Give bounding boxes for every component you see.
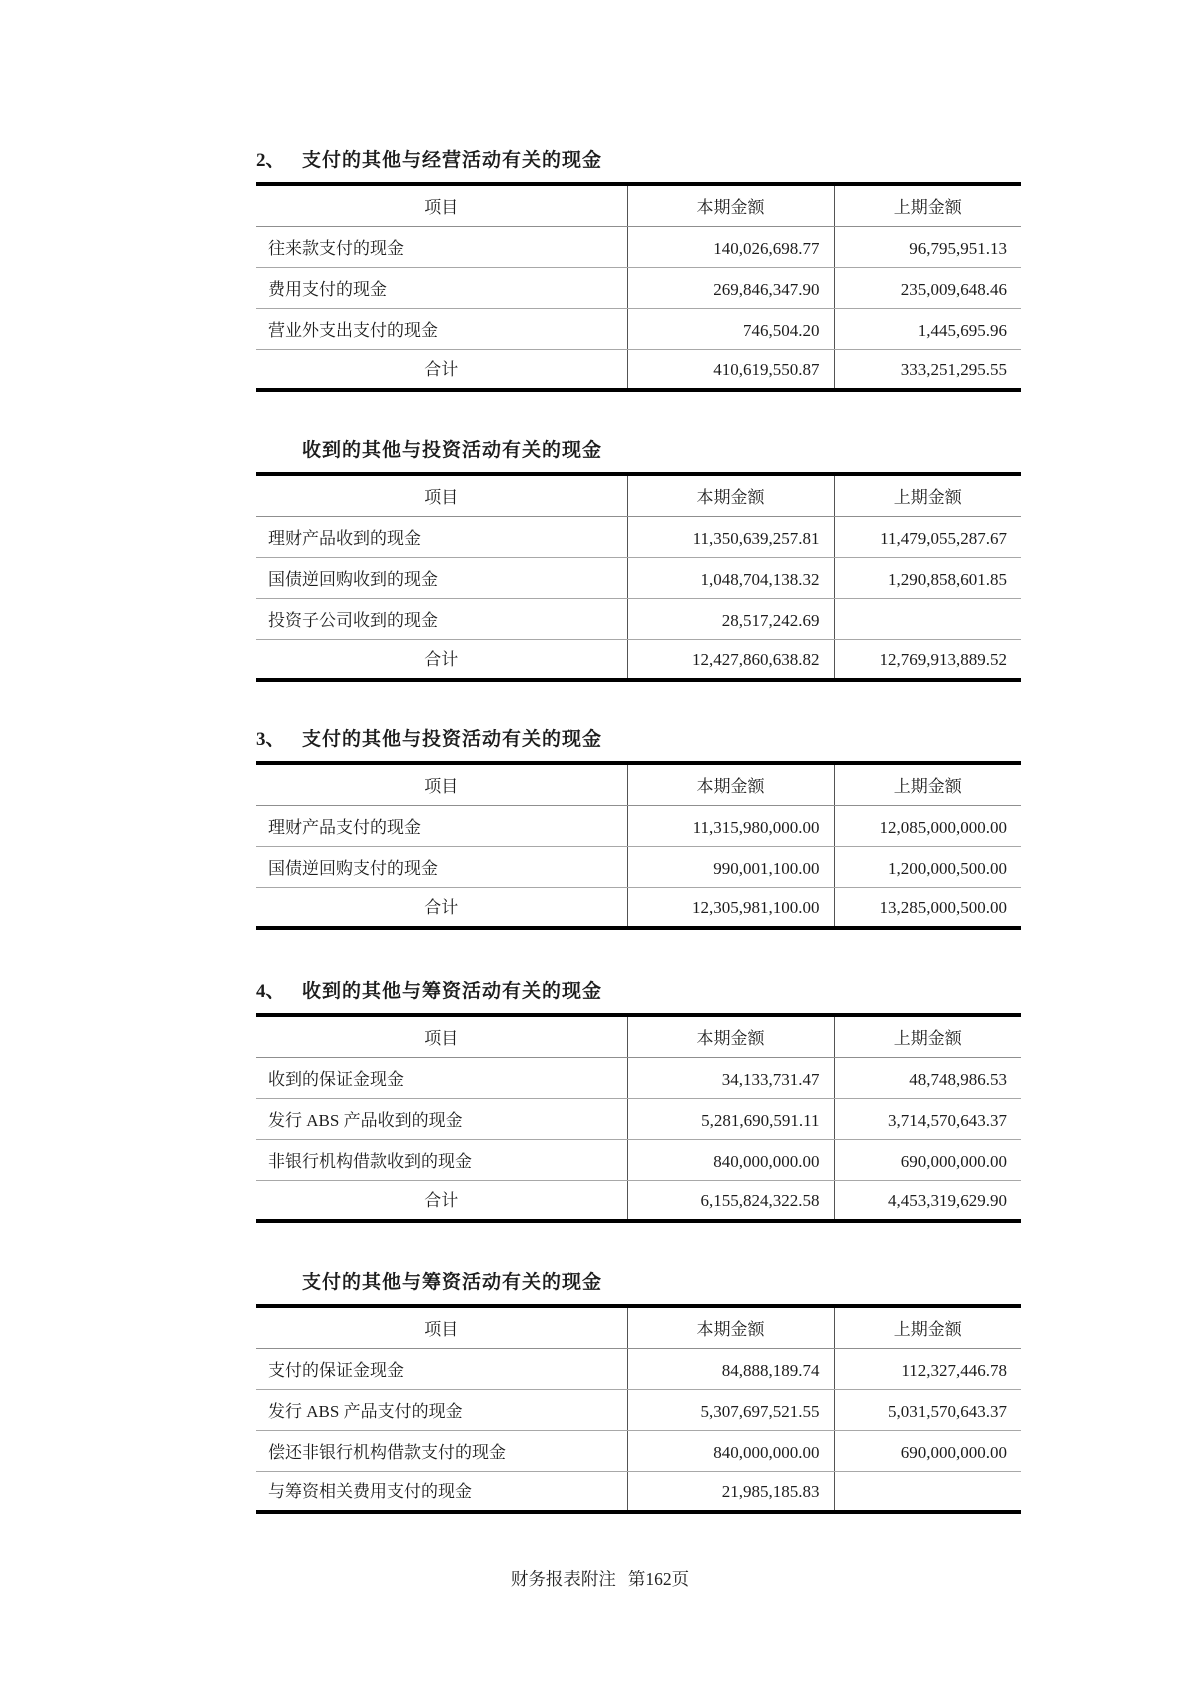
column-header: 项目: [256, 474, 627, 516]
prior-amount-cell: 690,000,000.00: [834, 1139, 1021, 1180]
section-number: 4、: [256, 981, 285, 1002]
table-header-row: [256, 763, 1021, 805]
column-header: 上期金额: [834, 763, 1021, 805]
item-cell: 费用支付的现金: [256, 267, 627, 308]
table-row: [256, 1471, 1021, 1512]
column-header: 项目: [256, 763, 627, 805]
table-header-row: [256, 1306, 1021, 1348]
table-row: [256, 516, 1021, 557]
item-cell: 往来款支付的现金: [256, 226, 627, 267]
current-amount-cell: 840,000,000.00: [627, 1430, 834, 1471]
section-title-text: 收到的其他与筹资活动有关的现金: [302, 981, 603, 1002]
section-3: [256, 725, 1021, 930]
prior-amount-cell: [834, 1471, 1021, 1512]
section-number: 2、: [256, 150, 285, 171]
prior-amount-cell: 11,479,055,287.67: [834, 516, 1021, 557]
item-cell: 合计: [424, 650, 459, 669]
item-cell: 合计: [424, 1191, 459, 1210]
column-header: 本期金额: [627, 1306, 834, 1348]
table-row: [256, 1098, 1021, 1139]
prior-amount-cell: 13,285,000,500.00: [834, 887, 1021, 928]
current-amount-cell: 5,307,697,521.55: [627, 1389, 834, 1430]
footer-page-number: 第162页: [627, 1569, 690, 1589]
table-header-row: [256, 1015, 1021, 1057]
total-row: [256, 887, 1021, 928]
table-row: [256, 846, 1021, 887]
section-title-text: 支付的其他与经营活动有关的现金: [302, 150, 603, 171]
table-row: [256, 1430, 1021, 1471]
total-row: [256, 349, 1021, 390]
data-table: [256, 761, 1021, 930]
current-amount-cell: 1,048,704,138.32: [627, 557, 834, 598]
section-title-text: 支付的其他与筹资活动有关的现金: [302, 1272, 603, 1293]
current-amount-cell: 12,427,860,638.82: [627, 639, 834, 680]
prior-amount-cell: 235,009,648.46: [834, 267, 1021, 308]
item-cell: 国债逆回购支付的现金: [256, 846, 627, 887]
item-cell: 发行 ABS 产品收到的现金: [256, 1098, 627, 1139]
current-amount-cell: 6,155,824,322.58: [627, 1180, 834, 1221]
section-title: [256, 436, 1021, 462]
table-row: [256, 1348, 1021, 1389]
table-header-row: [256, 184, 1021, 226]
prior-amount-cell: 4,453,319,629.90: [834, 1180, 1021, 1221]
prior-amount-cell: 12,769,913,889.52: [834, 639, 1021, 680]
table-row: [256, 805, 1021, 846]
item-cell: 非银行机构借款收到的现金: [256, 1139, 627, 1180]
column-header: 上期金额: [834, 1015, 1021, 1057]
table-row: [256, 1389, 1021, 1430]
column-header: 本期金额: [627, 184, 834, 226]
column-header: 项目: [256, 1015, 627, 1057]
item-cell: 支付的保证金现金: [256, 1348, 627, 1389]
table-row: [256, 598, 1021, 639]
column-header: 项目: [256, 184, 627, 226]
prior-amount-cell: 48,748,986.53: [834, 1057, 1021, 1098]
document-content: [256, 0, 1021, 1514]
section-5: [256, 1268, 1021, 1514]
current-amount-cell: 410,619,550.87: [627, 349, 834, 390]
data-table: [256, 472, 1021, 682]
current-amount-cell: 11,315,980,000.00: [627, 805, 834, 846]
prior-amount-cell: 333,251,295.55: [834, 349, 1021, 390]
item-cell: 理财产品支付的现金: [256, 805, 627, 846]
item-cell: 与筹资相关费用支付的现金: [268, 1482, 472, 1501]
prior-amount-cell: [834, 598, 1021, 639]
total-row: [256, 1180, 1021, 1221]
current-amount-cell: 840,000,000.00: [627, 1139, 834, 1180]
prior-amount-cell: 1,200,000,500.00: [834, 846, 1021, 887]
prior-amount-cell: 1,290,858,601.85: [834, 557, 1021, 598]
data-table: [256, 1013, 1021, 1223]
prior-amount-cell: 12,085,000,000.00: [834, 805, 1021, 846]
item-cell: 投资子公司收到的现金: [256, 598, 627, 639]
section-4: [256, 977, 1021, 1223]
current-amount-cell: 21,985,185.83: [627, 1471, 834, 1512]
current-amount-cell: 28,517,242.69: [627, 598, 834, 639]
page-footer: [0, 1566, 1200, 1591]
table-row: [256, 267, 1021, 308]
section-number: 3、: [256, 729, 285, 750]
section-title: [256, 977, 1021, 1003]
table-row: [256, 1139, 1021, 1180]
column-header: 本期金额: [627, 1015, 834, 1057]
current-amount-cell: 11,350,639,257.81: [627, 516, 834, 557]
item-cell: 收到的保证金现金: [256, 1057, 627, 1098]
column-header: 本期金额: [627, 763, 834, 805]
current-amount-cell: 269,846,347.90: [627, 267, 834, 308]
prior-amount-cell: 3,714,570,643.37: [834, 1098, 1021, 1139]
item-cell: 营业外支出支付的现金: [256, 308, 627, 349]
item-cell: 发行 ABS 产品支付的现金: [256, 1389, 627, 1430]
current-amount-cell: 140,026,698.77: [627, 226, 834, 267]
item-cell: 理财产品收到的现金: [256, 516, 627, 557]
column-header: 项目: [256, 1306, 627, 1348]
table-row: [256, 1057, 1021, 1098]
section-title-text: 收到的其他与投资活动有关的现金: [302, 440, 603, 461]
column-header: 上期金额: [834, 474, 1021, 516]
section-title: [256, 725, 1021, 751]
prior-amount-cell: 5,031,570,643.37: [834, 1389, 1021, 1430]
item-cell: 合计: [424, 898, 459, 917]
current-amount-cell: 34,133,731.47: [627, 1057, 834, 1098]
table-row: [256, 557, 1021, 598]
table-header-row: [256, 474, 1021, 516]
table-row: [256, 226, 1021, 267]
current-amount-cell: 84,888,189.74: [627, 1348, 834, 1389]
data-table: [256, 1304, 1021, 1514]
prior-amount-cell: 690,000,000.00: [834, 1430, 1021, 1471]
section-1: [256, 146, 1021, 392]
current-amount-cell: 746,504.20: [627, 308, 834, 349]
section-2: [256, 436, 1021, 682]
prior-amount-cell: 112,327,446.78: [834, 1348, 1021, 1389]
column-header: 本期金额: [627, 474, 834, 516]
current-amount-cell: 990,001,100.00: [627, 846, 834, 887]
section-title: [256, 1268, 1021, 1294]
current-amount-cell: 5,281,690,591.11: [627, 1098, 834, 1139]
section-title: [256, 146, 1021, 172]
current-amount-cell: 12,305,981,100.00: [627, 887, 834, 928]
item-cell: 国债逆回购收到的现金: [256, 557, 627, 598]
table-row: [256, 308, 1021, 349]
footer-label: 财务报表附注: [510, 1569, 616, 1589]
prior-amount-cell: 96,795,951.13: [834, 226, 1021, 267]
data-table: [256, 182, 1021, 392]
total-row: [256, 639, 1021, 680]
prior-amount-cell: 1,445,695.96: [834, 308, 1021, 349]
item-cell: 偿还非银行机构借款支付的现金: [256, 1430, 627, 1471]
section-title-text: 支付的其他与投资活动有关的现金: [302, 729, 603, 750]
item-cell: 合计: [424, 360, 459, 379]
column-header: 上期金额: [834, 1306, 1021, 1348]
column-header: 上期金额: [834, 184, 1021, 226]
